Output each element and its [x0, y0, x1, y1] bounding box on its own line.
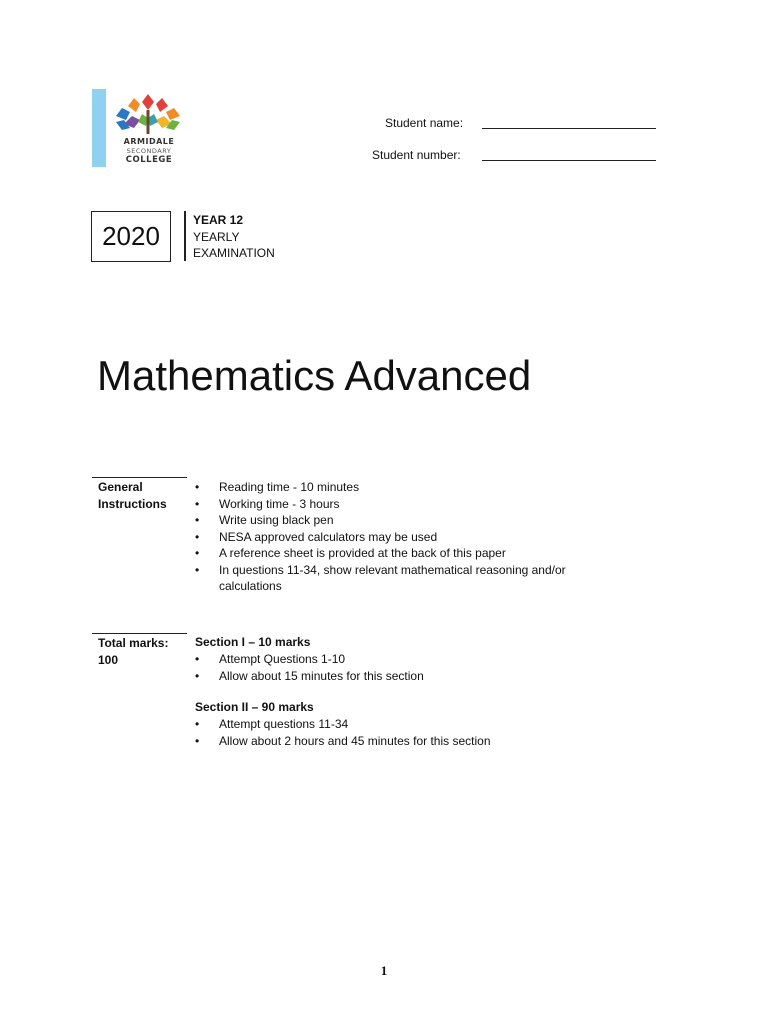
general-instructions-label — [98, 479, 167, 512]
list-item: • In questions 11-34, show relevant mathematical reasoning and/or calculations — [195, 562, 566, 593]
logo-text-line2: SECONDARY — [126, 147, 172, 155]
logo-text-line1: ARMIDALE — [123, 137, 175, 146]
bullet-icon: • — [195, 496, 200, 511]
general-label-line1: General — [98, 480, 143, 494]
list-item: • Allow about 15 minutes for this section — [195, 668, 424, 683]
bullet-icon: • — [195, 668, 200, 683]
list-item: • A reference sheet is provided at the back of this paper — [195, 546, 506, 560]
bullet-icon: • — [195, 733, 200, 748]
student-number-label: Student number: — [372, 148, 461, 162]
exam-type-line2: EXAMINATION — [193, 246, 275, 260]
exam-grade: YEAR 12 — [193, 213, 244, 227]
section1-list — [195, 651, 615, 684]
section2-list — [195, 716, 615, 749]
total-marks-line1: Total marks: — [98, 636, 169, 650]
exam-year-box: 2020 — [91, 211, 171, 262]
general-label-line2: Instructions — [98, 496, 167, 511]
logo-leaves — [116, 94, 180, 134]
student-name-label: Student name: — [385, 116, 464, 130]
logo-text-line3: COLLEGE — [125, 155, 173, 165]
bullet-icon: • — [195, 513, 200, 527]
list-item: • Allow about 2 hours and 45 minutes for this section — [195, 733, 491, 748]
section2-title: Section II – 90 marks — [195, 700, 314, 714]
general-divider — [92, 477, 187, 478]
general-instructions-list — [195, 479, 615, 595]
student-name-field[interactable] — [482, 128, 656, 129]
exam-info — [193, 212, 275, 262]
section1-title: Section I – 10 marks — [195, 635, 311, 649]
exam-type-line1: YEARLY — [193, 229, 240, 244]
page-number: 1 — [380, 963, 388, 978]
total-marks-label — [98, 635, 168, 668]
list-item: • Working time - 3 hours — [195, 496, 340, 511]
marks-divider — [92, 633, 187, 634]
total-marks-value: 100 — [98, 652, 119, 667]
list-item: • Write using black pen — [195, 513, 334, 527]
year-divider — [184, 211, 186, 261]
bullet-icon: • — [195, 529, 200, 544]
bullet-icon: • — [195, 546, 200, 560]
list-item: • NESA approved calculators may be used — [195, 529, 438, 544]
list-item: • Reading time - 10 minutes — [195, 480, 360, 494]
list-item: • Attempt questions 11-34 — [195, 717, 349, 731]
bullet-icon: • — [195, 717, 200, 731]
student-number-field[interactable] — [482, 160, 656, 161]
accent-bar — [92, 89, 106, 167]
bullet-icon: • — [195, 652, 200, 666]
page-title: Mathematics Advanced — [97, 352, 532, 399]
bullet-icon: • — [195, 480, 200, 494]
list-item: • Attempt Questions 1-10 — [195, 652, 346, 666]
bullet-icon: • — [195, 562, 200, 577]
